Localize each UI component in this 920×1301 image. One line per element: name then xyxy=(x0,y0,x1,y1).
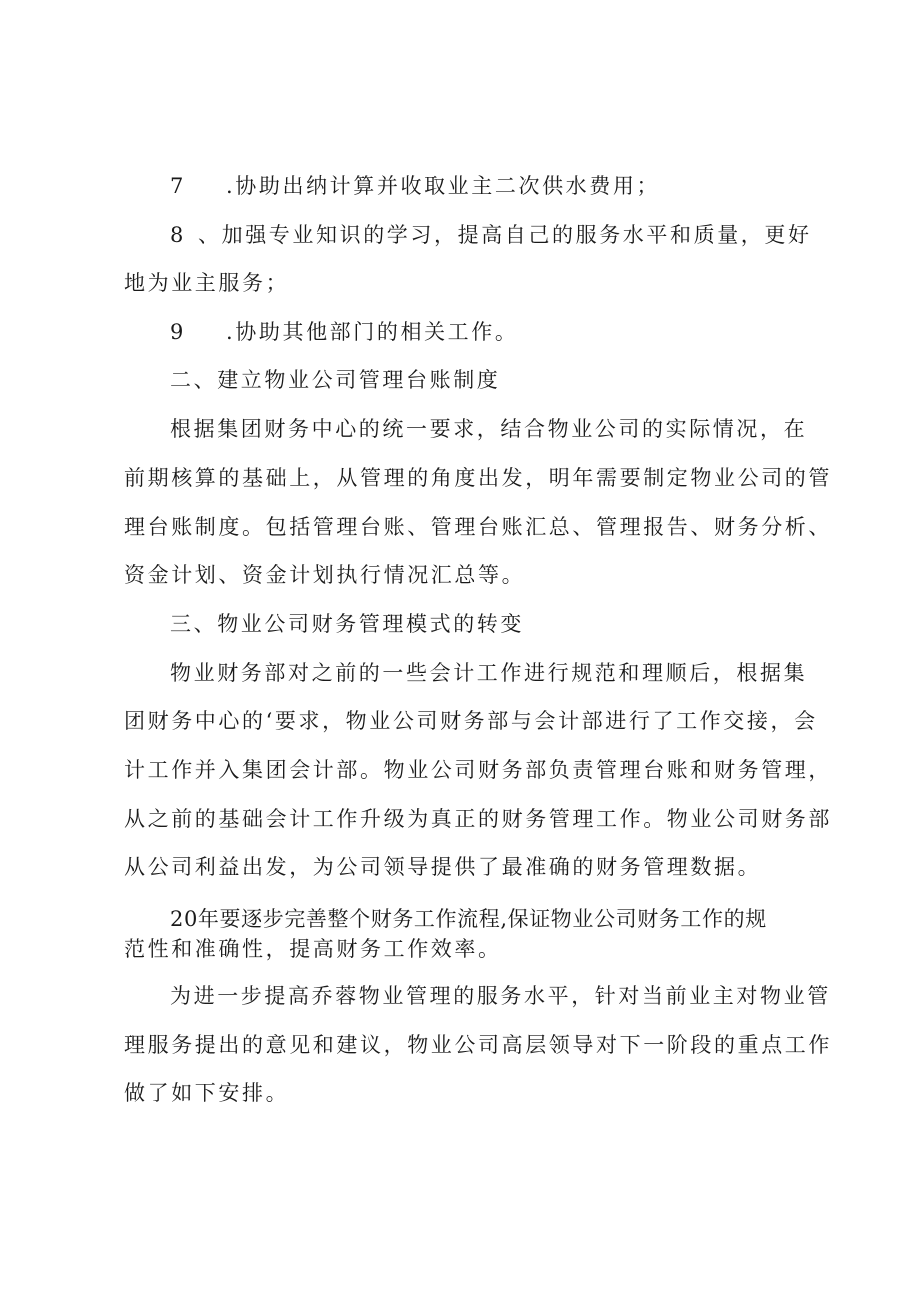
paragraph-line: 理服务提出的意见和建议，物业公司高层领导对下一阶段的重点工作 xyxy=(124,1033,832,1057)
list-item-7 xyxy=(170,172,660,200)
item-text: 、加强专业知识的学习，提高自己的服务水平和质量，更好 xyxy=(198,223,812,247)
section-heading-3: 三、物业公司财务管理模式的转变 xyxy=(170,612,524,636)
item-number: 9 xyxy=(170,320,184,344)
paragraph-line: 计工作并入集团会计部。物业公司财务部负责管理台账和财务管理， xyxy=(124,758,832,782)
item-text: .协助出纳计算并收取业主二次供水费用； xyxy=(226,174,661,198)
item-number: 7 xyxy=(170,174,184,198)
paragraph-line: 根据集团财务中心的统一要求，结合物业公司的实际情况，在 xyxy=(170,417,808,441)
paragraph-line: 从之前的基础会计工作升级为真正的财务管理工作。物业公司财务部 xyxy=(124,807,832,831)
list-item-9 xyxy=(170,318,518,346)
section-heading-2: 二、建立物业公司管理台账制度 xyxy=(170,368,501,392)
paragraph-line: 理台账制度。包括管理台账、管理台账汇总、管理报告、财务分析、 xyxy=(124,515,832,539)
paragraph-line: 从公司利益出发，为公司领导提供了最准确的财务管理数据。 xyxy=(124,855,762,879)
paragraph-line: 做了如下安排。 xyxy=(124,1081,290,1105)
item-number: 8 xyxy=(170,223,184,247)
list-item-8-continuation: 地为业主服务； xyxy=(124,271,290,295)
paragraph-line: 物业财务部对之前的一些会计工作进行规范和理顺后，根据集 xyxy=(170,661,808,685)
item-text: .协助其他部门的相关工作。 xyxy=(226,320,519,344)
paragraph-line: 团财务中心的‘要求，物业公司财务部与会计部进行了工作交接，会 xyxy=(124,709,818,733)
paragraph-line: 为进一步提高乔蓉物业管理的服务水平，针对当前业主对物业管 xyxy=(170,984,831,1008)
list-item-8 xyxy=(170,221,812,249)
paragraph-line: 20年要逐步完善整个财务工作流程,保证物业公司财务工作的规 xyxy=(170,907,767,931)
paragraph-line: 资金计划、资金计划执行情况汇总等。 xyxy=(124,563,526,587)
paragraph-line: 范性和准确性，提高财务工作效率。 xyxy=(124,937,502,961)
paragraph-line: 前期核算的基础上，从管理的角度出发，明年需要制定物业公司的管 xyxy=(124,466,832,490)
